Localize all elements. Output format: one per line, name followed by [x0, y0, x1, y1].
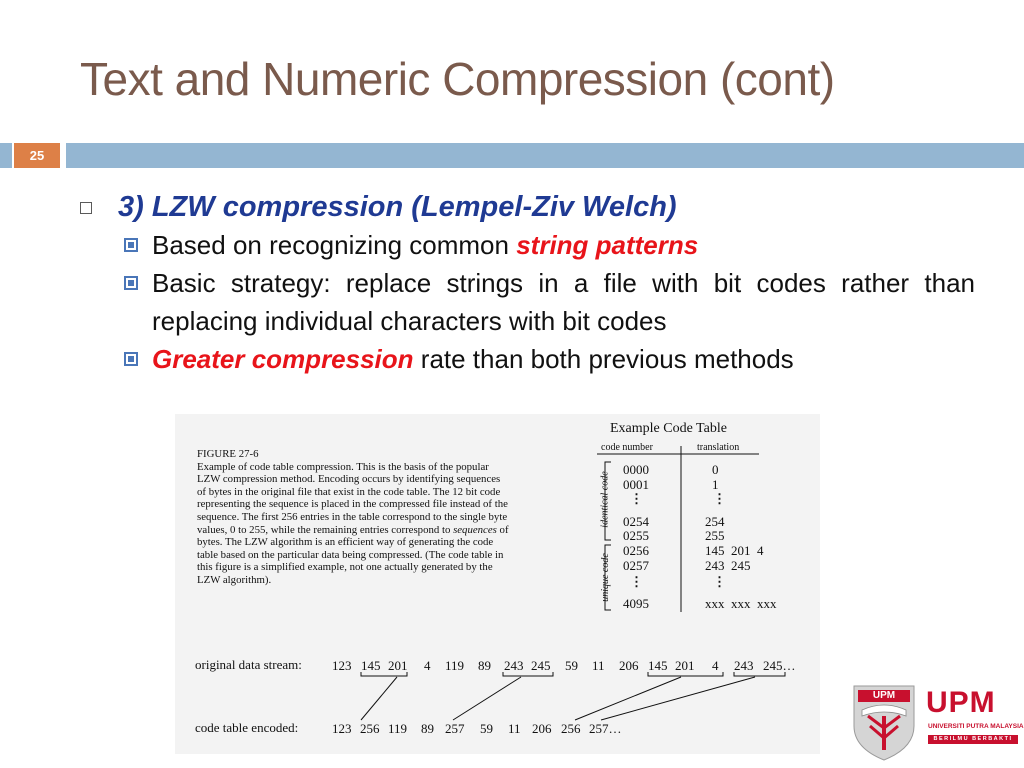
bullet-level1: [80, 188, 975, 226]
stream-value: 201: [675, 658, 695, 673]
stream-value: 257…: [589, 721, 622, 736]
stream-value: 4: [712, 658, 719, 673]
row-code: 0255: [623, 528, 649, 543]
ellipsis-icon: ⋮: [630, 574, 643, 589]
stream-value: 119: [445, 658, 465, 673]
bullet-item-3-highlight: Greater compression: [152, 344, 414, 374]
slide-title: Text and Numeric Compression (cont): [80, 53, 835, 105]
logo-wordmark: UPM: [926, 686, 996, 719]
row-translation: 145 201 4: [705, 543, 764, 558]
row-translation: 254: [705, 514, 725, 529]
ellipsis-icon: ⋮: [713, 574, 726, 589]
code-number-header: code number: [601, 442, 653, 453]
stream-value: 256: [360, 721, 380, 736]
stream-value: 245: [531, 658, 551, 673]
logo-motto: BERILMU BERBAKTI: [928, 735, 1018, 744]
stream-value: 243: [504, 658, 524, 673]
row-code: 0254: [623, 514, 649, 529]
row-translation: 243 245: [705, 558, 751, 573]
bullet-item-1-highlight: string patterns: [516, 230, 699, 260]
stream-value: 59: [565, 658, 578, 673]
row-code: 0000: [623, 462, 649, 477]
square-bullet-icon: [124, 276, 138, 290]
code-table-title: Example Code Table: [610, 421, 727, 436]
upm-shield-text-icon: [858, 688, 910, 700]
stream-value: 243: [734, 658, 754, 673]
bullet-list: [80, 188, 975, 378]
stream-value: 11: [508, 721, 521, 736]
square-bullet-icon: [124, 352, 138, 366]
stream-value: 123: [332, 721, 352, 736]
stream-value: 11: [592, 658, 605, 673]
row-code: 0001: [623, 477, 649, 492]
row-translation: xxx xxx xxx: [705, 596, 777, 611]
bullet-item-3: [120, 340, 975, 378]
logo-university-name: UNIVERSITI PUTRA MALAYSIA: [928, 723, 1024, 730]
stream-value: 206: [532, 721, 552, 736]
slide-number-bar: [0, 143, 1024, 168]
stream-value: 145: [648, 658, 668, 673]
figure-caption-a: Example of code table compression. This is the basis of the popular LZW compression method. Encoding occurs by identifying sequences of bytes in the original file that exist in the code table. The 12 bit code representing the sequence is placed in the compressed file instead of the sequence. The first 256 entries in the table correspond to the single byte values, 0 to 255, while the remaining entries correspond to: [197, 460, 508, 536]
stream-value: 89: [478, 658, 491, 673]
hollow-square-bullet-icon: [80, 202, 92, 214]
bullet-heading: 3) LZW compression (Lempel-Ziv Welch): [118, 191, 677, 223]
row-code: 0257: [623, 558, 649, 573]
slide-number: 25: [14, 143, 60, 168]
stream-value: 256: [561, 721, 581, 736]
stream-value: 123: [332, 658, 352, 673]
original-stream-label: original data stream:: [195, 657, 302, 672]
stream-value: 59: [480, 721, 493, 736]
row-translation: 255: [705, 528, 725, 543]
stream-value: 145: [361, 658, 381, 673]
square-bullet-icon: [124, 238, 138, 252]
bullet-item-3-text: rate than both previous methods: [413, 344, 794, 374]
row-translation: 0: [712, 462, 719, 477]
stream-value: 89: [421, 721, 434, 736]
ellipsis-icon: ⋮: [713, 491, 726, 506]
bullet-item-2: [120, 264, 975, 340]
stream-value: 245…: [763, 658, 796, 673]
stream-value: 4: [424, 658, 431, 673]
bullet-item-2-text: Basic strategy: replace strings in a file with bit codes rather than replacing individual characters with bit codes: [152, 268, 975, 336]
row-code: 0256: [623, 543, 649, 558]
row-code: 4095: [623, 596, 649, 611]
stream-value: 206: [619, 658, 639, 673]
translation-header: translation: [697, 442, 740, 453]
bullet-item-1-text: Based on recognizing common: [152, 230, 517, 260]
figure-caption-b: of bytes. The LZW algorithm is an efficient way of generating the code table based on the particular data being compressed. (The code table in this figure is a simplified example, not one actually generated by the LZW algorithm).: [197, 523, 509, 586]
stream-value: 257: [445, 721, 465, 736]
row-translation: 1: [712, 477, 719, 492]
bar-right-segment: [66, 143, 1024, 168]
bar-left-segment: [0, 143, 12, 168]
figure-caption-em: sequences: [453, 523, 497, 536]
identical-code-label: identical code: [599, 471, 611, 528]
unique-code-label: unique code: [599, 553, 611, 602]
university-logo: [852, 680, 1022, 765]
encoded-stream-label: code table encoded:: [195, 720, 299, 735]
stream-value: 201: [388, 658, 408, 673]
stream-value: 119: [388, 721, 408, 736]
bullet-item-1: [120, 226, 975, 264]
figure-label: FIGURE 27-6: [197, 448, 259, 460]
ellipsis-icon: ⋮: [630, 491, 643, 506]
shield-text: UPM: [872, 690, 896, 700]
lzw-figure: [175, 414, 820, 754]
